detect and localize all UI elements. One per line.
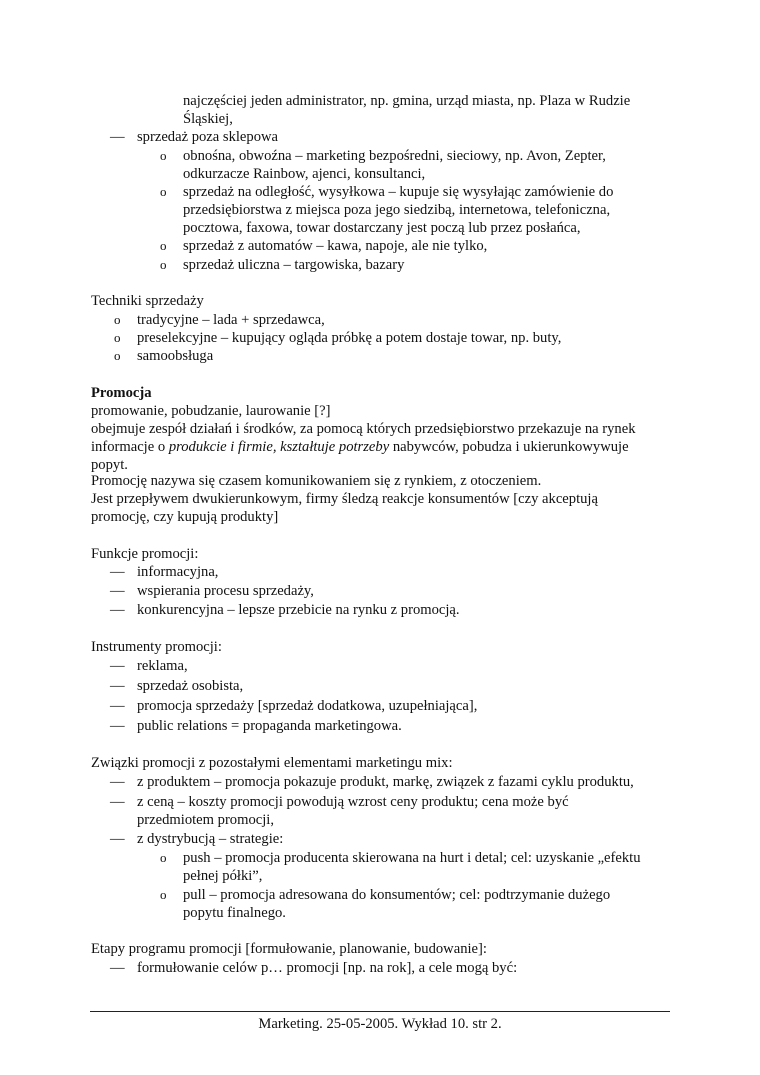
list-item: z ceną – koszty promocji powodują wzrost ceny produktu; cena może być <box>137 794 569 810</box>
circle-bullet: o <box>160 850 167 865</box>
circle-bullet: o <box>160 148 167 163</box>
continuation-line: Śląskiej, <box>183 111 233 127</box>
list-item: sprzedaż poza sklepowa <box>137 129 279 145</box>
section-heading: Instrumenty promocji: <box>91 639 222 655</box>
list-item: obnośna, obwoźna – marketing bezpośredni, sieciowy, np. Avon, Zepter, <box>183 148 606 164</box>
list-item: preselekcyjne – kupujący ogląda próbkę a potem dostaje towar, np. buty, <box>137 330 562 346</box>
footer-divider <box>90 1011 670 1012</box>
list-item: formułowanie celów p… promocji [np. na rok], a cele mogą być: <box>137 960 518 976</box>
list-item: wspierania procesu sprzedaży, <box>137 583 314 599</box>
dash-bullet: — <box>110 564 125 580</box>
list-item: z dystrybucją – strategie: <box>137 831 284 847</box>
dash-bullet: — <box>110 718 125 734</box>
paragraph-line <box>91 438 629 456</box>
list-item: samoobsługa <box>137 348 214 364</box>
list-item: sprzedaż uliczna – targowiska, bazary <box>183 257 405 273</box>
paragraph-text: nabywców, pobudza i ukierunkowywuje <box>389 439 629 455</box>
continuation-line: najczęściej jeden administrator, np. gmina, urząd miasta, np. Plaza w Rudzie <box>183 93 631 109</box>
dash-bullet: — <box>110 698 125 714</box>
section-heading-bold: Promocja <box>91 385 152 401</box>
paragraph-line: obejmuje zespół działań i środków, za pomocą których przedsiębiorstwo przekazuje na rynek <box>91 421 636 437</box>
paragraph-line: promocję, czy kupują produkty] <box>91 509 279 525</box>
list-item: przedsiębiorstwa z miejsca poza jego siedzibą, internetowa, telefoniczna, <box>183 202 611 218</box>
dash-bullet: — <box>110 774 125 790</box>
list-item: konkurencyjna – lepsze przebicie na rynku z promocją. <box>137 602 460 618</box>
paragraph-emphasis: produkcie i firmie, kształtuje potrzeby <box>168 439 390 455</box>
circle-bullet: o <box>160 184 167 199</box>
list-item: sprzedaż osobista, <box>137 678 244 694</box>
list-item: przedmiotem promocji, <box>137 812 274 828</box>
list-item: pull – promocja adresowana do konsumentów; cel: podtrzymanie dużego <box>183 887 611 903</box>
list-item: tradycyjne – lada + sprzedawca, <box>137 312 325 328</box>
list-item: pełnej półki”, <box>183 868 263 884</box>
section-heading: Funkcje promocji: <box>91 546 199 562</box>
paragraph-line: Promocję nazywa się czasem komunikowaniem się z rynkiem, z otoczeniem. <box>91 473 542 489</box>
dash-bullet: — <box>110 678 125 694</box>
list-item: popytu finalnego. <box>183 905 286 921</box>
list-item: promocja sprzedaży [sprzedaż dodatkowa, uzupełniająca], <box>137 698 478 714</box>
list-item: sprzedaż na odległość, wysyłkowa – kupuje się wysyłając zamówienie do <box>183 184 614 200</box>
dash-bullet: — <box>110 129 125 145</box>
circle-bullet: o <box>160 238 167 253</box>
dash-bullet: — <box>110 794 125 810</box>
dash-bullet: — <box>110 831 125 847</box>
list-item: public relations = propaganda marketingowa. <box>137 718 402 734</box>
list-item: z produktem – promocja pokazuje produkt, markę, związek z fazami cyklu produktu, <box>137 774 634 790</box>
section-heading: Techniki sprzedaży <box>91 293 204 309</box>
section-heading: Związki promocji z pozostałymi elementami marketingu mix: <box>91 755 453 771</box>
list-item: informacyjna, <box>137 564 219 580</box>
paragraph-line: popyt. <box>91 457 128 473</box>
list-item: sprzedaż z automatów – kawa, napoje, ale nie tylko, <box>183 238 488 254</box>
paragraph-text: informacje o <box>91 439 169 455</box>
list-item: push – promocja producenta skierowana na hurt i detal; cel: uzyskanie „efektu <box>183 850 641 866</box>
list-item: odkurzacze Rainbow, ajenci, konsultanci, <box>183 166 426 182</box>
dash-bullet: — <box>110 583 125 599</box>
paragraph-line: promowanie, pobudzanie, laurowanie [?] <box>91 403 331 419</box>
circle-bullet: o <box>160 887 167 902</box>
circle-bullet: o <box>114 312 121 327</box>
dash-bullet: — <box>110 602 125 618</box>
paragraph-line: Jest przepływem dwukierunkowym, firmy śledzą reakcje konsumentów [czy akceptują <box>91 491 598 507</box>
circle-bullet: o <box>114 330 121 345</box>
list-item: pocztowa, faxowa, towar dostarczany jest począ lub przez posłańca, <box>183 220 581 236</box>
section-heading: Etapy programu promocji [formułowanie, planowanie, budowanie]: <box>91 941 487 957</box>
page-footer: Marketing. 25-05-2005. Wykład 10. str 2. <box>258 1016 502 1032</box>
circle-bullet: o <box>114 348 121 363</box>
dash-bullet: — <box>110 658 125 674</box>
dash-bullet: — <box>110 960 125 976</box>
list-item: reklama, <box>137 658 188 674</box>
circle-bullet: o <box>160 257 167 272</box>
